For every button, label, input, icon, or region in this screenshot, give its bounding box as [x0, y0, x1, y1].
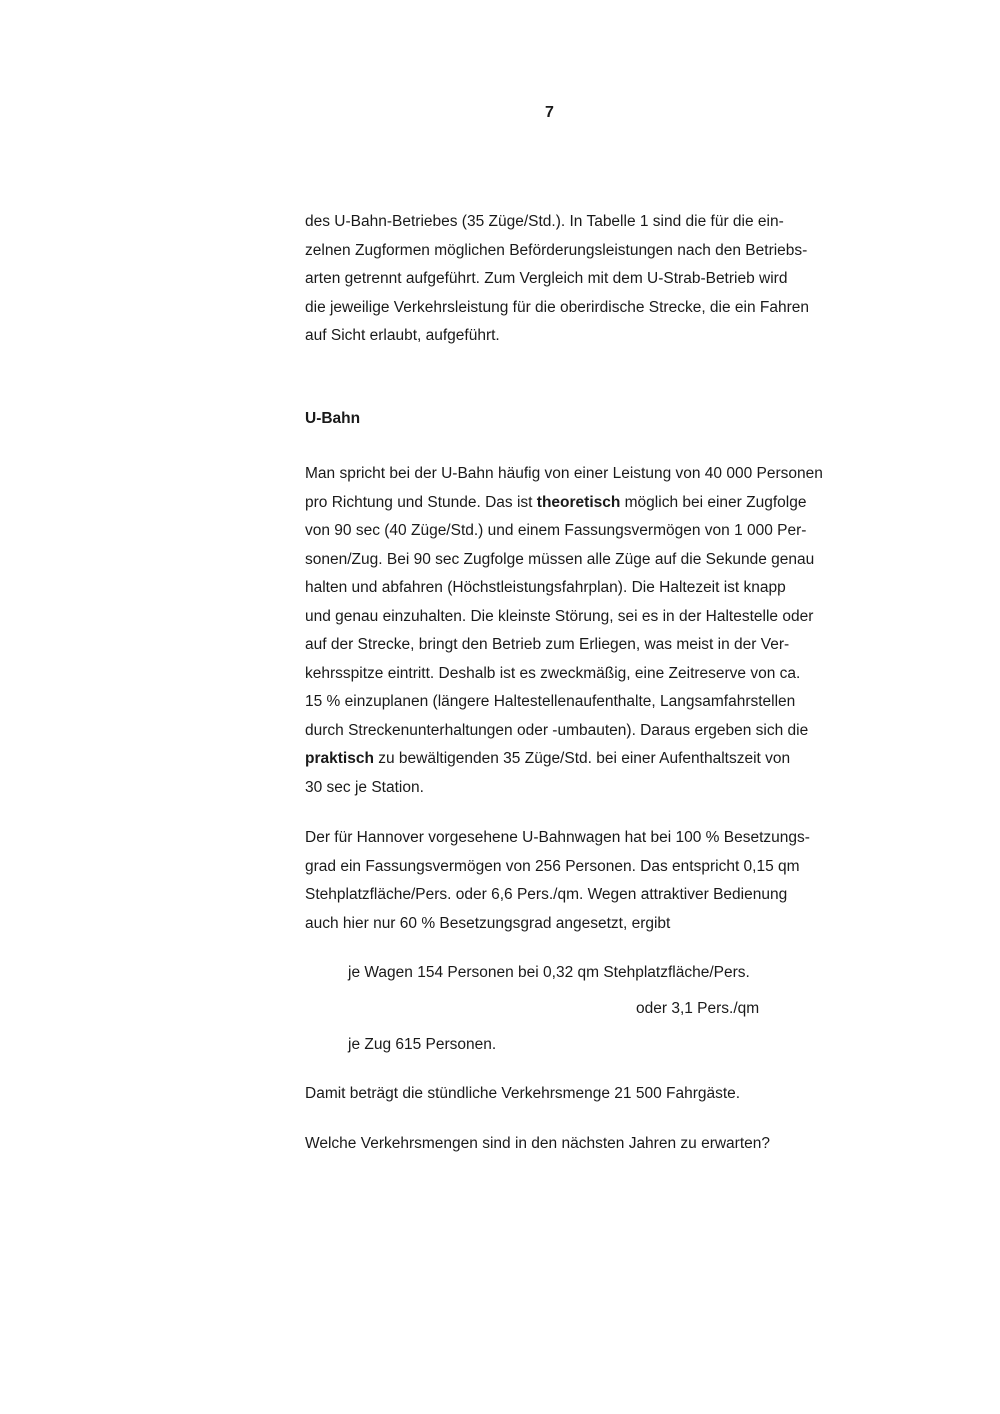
ubahn-line: halten und abfahren (Höchstleistungsfahrplan). Die Haltezeit ist knapp — [305, 579, 786, 596]
intro-line: des U-Bahn-Betriebes (35 Züge/Std.). In Tabelle 1 sind die für die ein- — [305, 213, 784, 230]
ubahn-line — [305, 489, 853, 518]
ubahn-line: und genau einzuhalten. Die kleinste Störung, sei es in der Haltestelle oder — [305, 607, 814, 625]
ubahn-line: von 90 sec (40 Züge/Std.) und einem Fassungsvermögen von 1 000 Per- — [305, 522, 807, 539]
conclusion-line: Damit beträgt die stündliche Verkehrsmenge 21 500 Fahrgäste. — [305, 1085, 741, 1102]
intro-line: die jeweilige Verkehrsleistung für die oberirdische Strecke, die ein Fahren — [305, 298, 810, 316]
hannover-paragraph — [305, 824, 853, 938]
hannover-line: auch hier nur 60 % Besetzungsgrad angesetzt, ergibt — [305, 914, 671, 932]
calc-oder: oder 3,1 Pers./qm — [636, 1000, 760, 1017]
text-span: möglich bei einer Zugfolge — [620, 493, 807, 511]
emphasis-praktisch: praktisch — [305, 750, 374, 767]
ubahn-line: 30 sec je Station. — [305, 778, 424, 796]
ubahn-line: Man spricht bei der U-Bahn häufig von einer Leistung von 40 000 Personen — [305, 465, 823, 482]
hannover-line: grad ein Fassungsvermögen von 256 Personen. Das entspricht 0,15 qm — [305, 857, 800, 875]
ubahn-line: auf der Strecke, bringt den Betrieb zum Erliegen, was meist in der Ver- — [305, 636, 790, 653]
calc-wagen: je Wagen 154 Personen bei 0,32 qm Stehplatzfläche/Pers. — [348, 964, 750, 981]
intro-line: auf Sicht erlaubt, aufgeführt. — [305, 327, 500, 344]
ubahn-line: 15 % einzuplanen (längere Haltestellenaufenthalte, Langsamfahrstellen — [305, 693, 796, 710]
calc-zug: je Zug 615 Personen. — [348, 1036, 497, 1053]
text-span: pro Richtung und Stunde. Das ist — [305, 493, 537, 511]
ubahn-line: durch Streckenunterhaltungen oder -umbauten). Daraus ergeben sich die — [305, 721, 809, 739]
intro-line: zelnen Zugformen möglichen Beförderungsleistungen nach den Betriebs- — [305, 241, 808, 259]
ubahn-paragraph — [305, 460, 853, 802]
hannover-line: Der für Hannover vorgesehene U-Bahnwagen hat bei 100 % Besetzungs- — [305, 829, 810, 846]
ubahn-line: kehrsspitze eintritt. Deshalb ist es zweckmäßig, eine Zeitreserve von ca. — [305, 664, 801, 682]
ubahn-line — [305, 745, 853, 774]
text-span: zu bewältigenden 35 Züge/Std. bei einer Aufenthaltszeit von — [373, 750, 791, 767]
intro-line: arten getrennt aufgeführt. Zum Vergleich mit dem U-Strab-Betrieb wird — [305, 270, 788, 287]
hannover-line: Stehplatzfläche/Pers. oder 6,6 Pers./qm. Wegen attraktiver Bedienung — [305, 886, 788, 903]
page-number: 7 — [545, 104, 554, 121]
emphasis-theoretisch: theoretisch — [536, 493, 621, 511]
question-line: Welche Verkehrsmengen sind in den nächsten Jahren zu erwarten? — [305, 1135, 770, 1152]
ubahn-line: sonen/Zug. Bei 90 sec Zugfolge müssen alle Züge auf die Sekunde genau — [305, 550, 815, 568]
intro-paragraph — [305, 208, 853, 351]
section-heading: U-Bahn — [305, 410, 361, 427]
